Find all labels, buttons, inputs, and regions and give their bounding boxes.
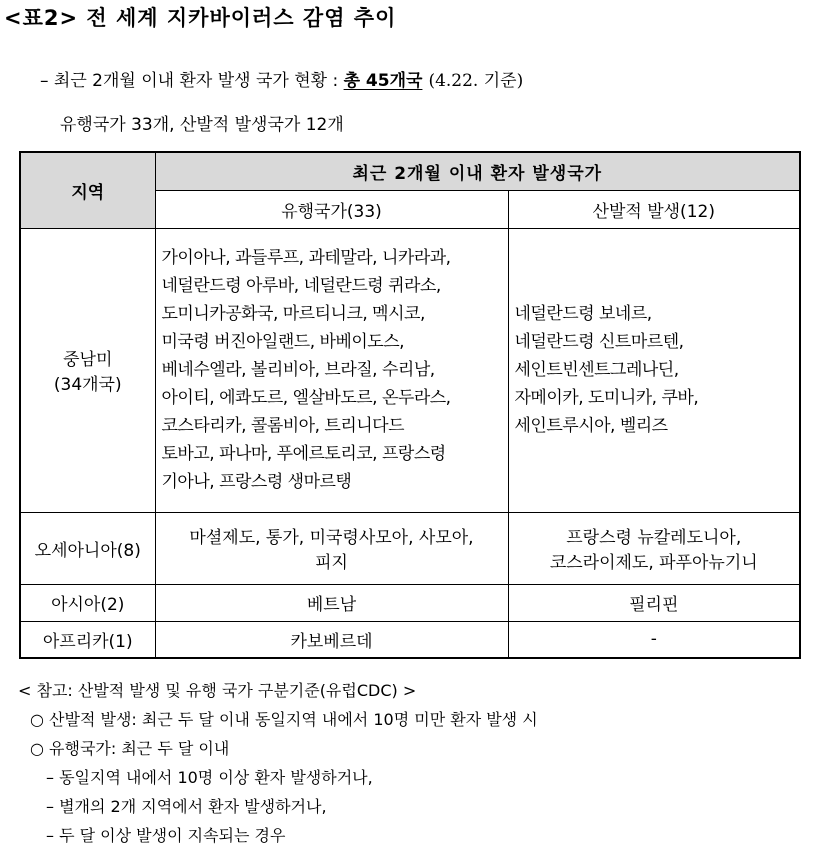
document-title: <표2> 전 세계 지카바이러스 감염 추이 [4,6,397,30]
country-line: 코스라이제도, 파푸아뉴기니 [549,553,758,573]
header-sporadic: 산발적 발생(12) [508,190,800,228]
country-line: 가이아나, 과들루프, 과테말라, 니카라과, [161,248,451,268]
sporadic-cell [508,512,800,584]
summary-line-total [40,66,523,91]
country-line: 자메이카, 도미니카, 쿠바, [514,388,699,408]
country-line: 네덜란드령 신트마르텐, [514,332,684,352]
country-line: 마셜제도, 통가, 미국령사모아, 사모아, [189,528,474,548]
epidemic-cell: 베트남 [155,584,508,621]
country-line: 베네수엘라, 볼리비아, 브라질, 수리남, [161,360,435,380]
country-line: 네덜란드령 보네르, [514,304,652,324]
note-subitem: – 별개의 2개 지역에서 환자 발생하거나, [46,797,327,816]
notes-section [18,676,538,850]
region-cell: 아프리카(1) [20,621,155,658]
table-row-latin-america [20,228,800,512]
country-line: 미국령 버진아일랜드, 바베이도스, [161,332,405,352]
table-row-oceania [20,512,800,584]
epidemic-cell: 카보베르데 [155,621,508,658]
country-line: 토바고, 파나마, 푸에르토리코, 프랑스령 [161,444,446,464]
country-line: 코스타리카, 콜롬비아, 트리니다드 [161,416,405,436]
note-subitem: – 동일지역 내에서 10명 이상 환자 발생하거나, [46,768,373,787]
country-line: 도미니카공화국, 마르티니크, 멕시코, [161,304,425,324]
table-row-africa [20,621,800,658]
sporadic-cell: - [508,621,800,658]
header-epidemic: 유행국가(33) [155,190,508,228]
note-subitem: – 두 달 이상 발생이 지속되는 경우 [46,826,286,845]
zika-country-table [19,151,801,659]
note-item: ○ 산발적 발생: 최근 두 달 이내 동일지역 내에서 10명 미만 환자 발생 시 [30,710,538,729]
summary-prefix: – 최근 2개월 이내 환자 발생 국가 현황 : [40,71,344,91]
country-line: 아이티, 에콰도르, 엘살바도르, 온두라스, [161,388,451,408]
summary-line-breakdown: 유행국가 33개, 산발적 발생국가 12개 [60,115,344,135]
region-cell: 오세아니아(8) [20,512,155,584]
country-line: 세인트빈센트그레나딘, [514,360,679,380]
region-name: 중남미 [63,350,113,370]
country-line: 기아나, 프랑스령 생마르탱 [161,472,352,492]
country-line: 피지 [315,553,348,573]
region-cell: 아시아(2) [20,584,155,621]
country-line: 프랑스령 뉴칼레도니아, [566,528,742,548]
summary-date: (4.22. 기준) [428,71,524,91]
table-row-asia [20,584,800,621]
epidemic-cell [155,228,508,512]
notes-header: < 참고: 산발적 발생 및 유행 국가 구분기준(유럽CDC) > [18,681,417,700]
country-line: 네덜란드령 아루바, 네덜란드령 퀴라소, [161,276,441,296]
region-count: (34개국) [53,375,122,395]
sporadic-cell: 필리핀 [508,584,800,621]
region-cell [20,228,155,512]
header-region: 지역 [20,152,155,228]
sporadic-cell [508,228,800,512]
summary-total-highlight: 총 45개국 [343,71,423,91]
country-line: 세인트루시아, 벨리즈 [514,416,668,436]
note-item: ○ 유행국가: 최근 두 달 이내 [30,739,230,758]
header-country-group: 최근 2개월 이내 환자 발생국가 [155,152,800,190]
epidemic-cell [155,512,508,584]
